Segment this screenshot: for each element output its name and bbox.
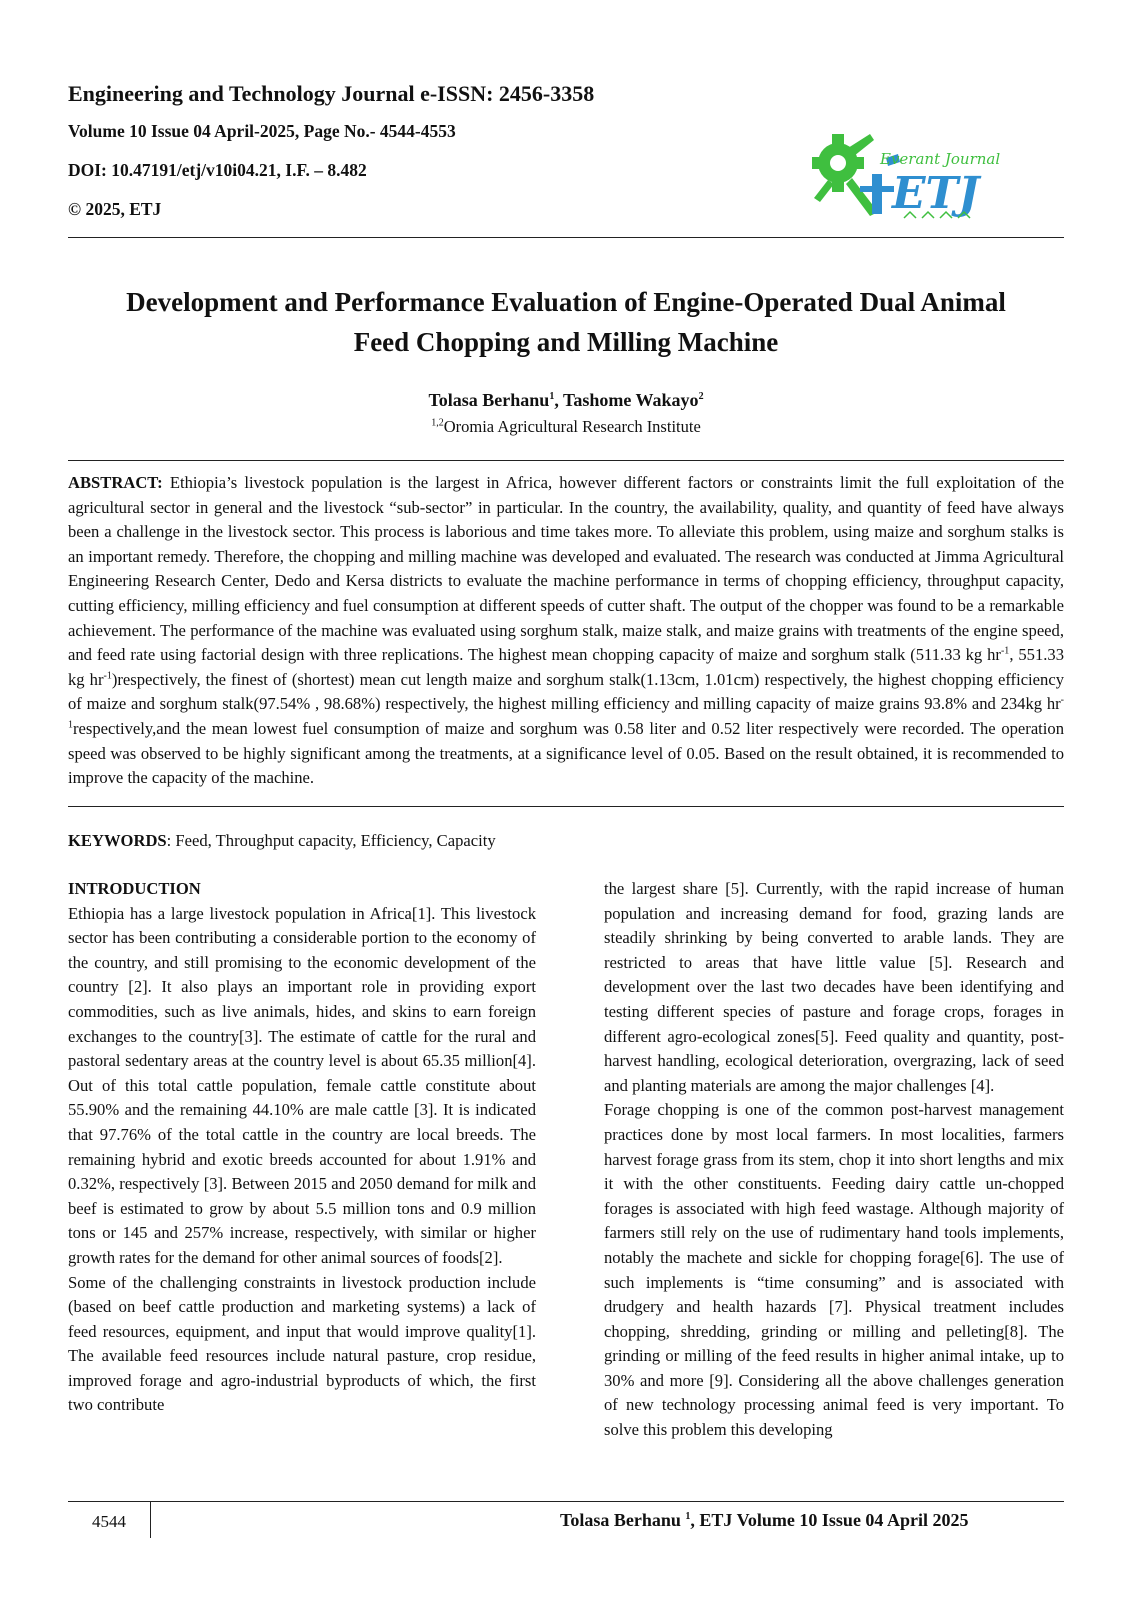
copyright-line: © 2025, ETJ [68,199,162,219]
svg-text:ETJ: ETJ [892,168,980,219]
right-column [604,877,1064,1443]
abstract-text-3: )respectively, the finest of (shortest) mean cut length maize and sorghum stalk(1.13cm, 1.01cm) respectively, the highest chopping efficiency of maize and sorghum stalk(97.54% , 98.68%) respectively, the highest milling efficiency and milling capacity of maize grains 93.8% and 234kg hr [68,669,1064,714]
volume-line: Volume 10 Issue 04 April-2025, Page No.- 4544-4553 [68,121,456,141]
authors [68,390,1064,411]
abstract-text-4: respectively,and the mean lowest fuel consumption of maize and sorghum was 0.58 liter and 0.52 liter respectively were recorded. The operation speed was observed to be highly significant among the treatments, at a significance level of 0.05. Based on the result obtained, it is recommended to improve the capacity of the machine. [68,718,1064,788]
doi-line: DOI: 10.47191/etj/v10i04.21, I.F. – 8.482 [68,160,367,180]
left-column [68,877,536,1418]
author-sep: , [554,390,564,410]
abstract-text-2: , 551.33 kg hr [68,645,1064,689]
title-line-1: Development and Performance Evaluation of Engine-Operated Dual Animal [126,287,1006,317]
affiliation-text: Oromia Agricultural Research Institute [443,417,701,436]
author-2-sup: 2 [698,391,704,402]
abstract-sup-3: -1 [68,694,1064,731]
etj-logo-icon [808,128,1018,228]
intro-paragraph-4: Forage chopping is one of the common post-harvest management practices done by most local farmers. In most localities, farmers harvest forage grass from its stem, chop it into short lengths and mix it with the other constituents. Feeding dairy cattle un-chopped forages is associated with high feed wastage. Although majority of farmers still rely on the use of rudimentary hand tools implements, notably the machete and sickle for chopping forage[6]. The use of such implements is “time consuming” and is associated with drudgery and health hazards [7]. Physical treatment includes chopping, shredding, grinding or milling and pelleting[8]. The grinding or milling of the feed results in higher animal intake, up to 30% and more [9]. Considering all the above challenges generation of new technology processing animal feed is very important. To solve this problem this developing [604,1100,1064,1440]
abstract-text-1: Ethiopia’s livestock population is the largest in Africa, however different factors or constraints limit the full exploitation of the agricultural sector in general and the livestock “sub-sector” in particular. In the country, the availability, quality, and quantity of feed have always been a challenge in the livestock sector. This process is laborious and time takes more. To alleviate this problem, using maize and sorghum stalks is an important remedy. Therefore, the chopping and milling machine was developed and evaluated. The research was conducted at Jimma Agricultural Engineering Research Center, Dedo and Kersa districts to evaluate the machine performance in terms of chopping efficiency, throughput capacity, cutting efficiency, milling efficiency and fuel consumption at different speeds of cutter shaft. The output of the chopper was found to be a remarkable achievement. The performance of the machine was evaluated using sorghum stalk, maize stalk, and maize grains with treatments of the engine speed, and feed rate using factorial design with three replications. The highest mean chopping capacity of maize and sorghum stalk (511.33 kg hr [68,473,1064,665]
affiliation [68,417,1064,437]
intro-paragraph-3: the largest share [5]. Currently, with the rapid increase of human population and increasing demand for food, grazing lands are steadily shrinking by being converted to arable lands. They are restricted to areas that have little value [5]. Research and development over the last two decades have been identifying and testing different species of pasture and forage crops, forages in different agro-ecological zones[5]. Feed quality and quantity, post-harvest handling, ecological deterioration, overgrazing, lack of seed and planting materials are among the major challenges [4]. [604,879,1064,1095]
footer-rule [68,1501,1064,1502]
abstract-label: ABSTRACT: [68,473,163,492]
header-rule [68,237,1064,238]
abstract-sup-1: -1 [1000,645,1010,657]
paper-title [68,282,1064,362]
svg-text:Everant Journal: Everant Journal [880,150,1001,168]
keywords-label: KEYWORDS [68,831,167,850]
abstract-top-rule [68,460,1064,461]
footer-author: Tolasa Berhanu [560,1510,686,1530]
journal-header [68,78,708,235]
abstract-bottom-rule [68,806,1064,807]
footer-sup: 1 [685,1511,691,1522]
abstract-sup-2: -1 [103,670,112,682]
page-number: 4544 [92,1512,126,1531]
intro-paragraph-1: Ethiopia has a large livestock population in Africa[1]. This livestock sector has been contributing a considerable portion to the economy of the country, and still promising to the economic development of the country [2]. It also plays an important role in providing export commodities, such as live animals, hides, and skins to earn foreign exchanges to the country[3]. The estimate of cattle for the rural and pastoral sedentary areas at the country level is about 65.35 million[4]. Out of this total cattle population, female cattle constitute about 55.90% and the remaining 44.10% are male cattle [3]. It is indicated that 97.76% of the total cattle in the country are local breeds. The remaining hybrid and exotic breeds accounted for about 1.91% and 0.32%, respectively [3]. Between 2015 and 2050 demand for milk and beef is estimated to grow by about 5.5 million tons and 0.9 million tons or 145 and 257% increase, respectively, with similar or higher growth rates for the demand for other animal sources of foods[2]. [68,903,536,1267]
affiliation-sup: 1,2 [431,417,444,429]
author-1: Tolasa Berhanu [428,390,550,410]
keywords [68,829,1064,853]
footer-divider [150,1502,151,1538]
introduction-heading: INTRODUCTION [68,879,201,898]
footer-rest: , ETJ Volume 10 Issue 04 April 2025 [690,1510,969,1530]
journal-title: Engineering and Technology Journal e-ISSN: 2456-3358 [68,81,595,106]
abstract [68,471,1064,791]
author-1-sup: 1 [549,391,555,402]
keywords-text: : Feed, Throughput capacity, Efficiency, Capacity [166,831,496,850]
author-2: Tashome Wakayo [563,390,699,410]
intro-paragraph-2: Some of the challenging constraints in livestock production include (based on beef cattle production and marketing systems) a lack of feed resources, equipment, and input that would improve quality[1]. The available feed resources include natural pasture, crop residue, improved forage and agro-industrial byproducts of which, the first two contribute [68,1272,536,1415]
running-footer [560,1510,1050,1531]
title-line-2: Feed Chopping and Milling Machine [353,327,779,357]
